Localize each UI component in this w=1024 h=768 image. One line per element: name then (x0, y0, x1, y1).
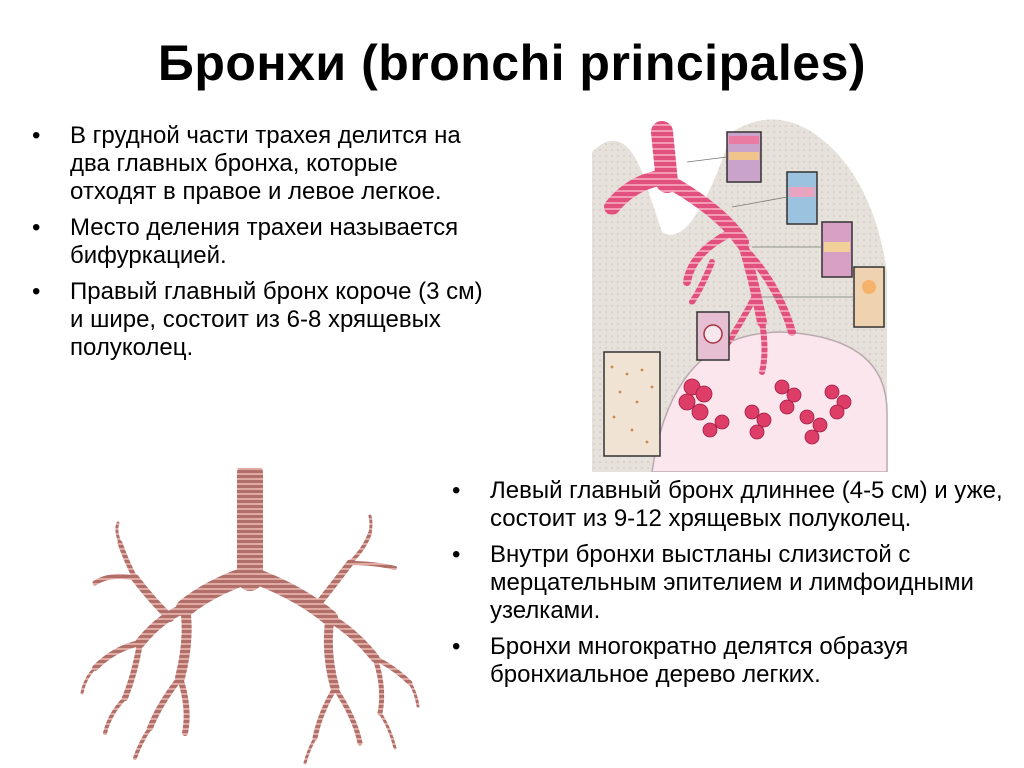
bullet-item (450, 477, 1010, 533)
bullet-text: Место деления трахеи называется бифуркацией. (70, 214, 459, 269)
bullet-text: Бронхи многократно делятся образуя бронхиальное дерево легких. (490, 633, 909, 688)
bullet-text: В грудной части трахея делится на два главных бронха, которые отходят в правое и левое легкое. (70, 122, 461, 205)
bullet-marker: • (452, 541, 461, 568)
slide-title: Бронхи (bronchi principales) (157, 35, 867, 91)
left-main-bronchus (255, 576, 330, 618)
left-bullet-list (30, 122, 490, 370)
bullet-marker: • (452, 633, 461, 660)
bullet-item (450, 541, 1010, 625)
bullet-item (30, 122, 490, 206)
bronchi-histology-illustration (592, 112, 892, 472)
bullet-text: Левый главный бронх длиннее (4-5 см) и уже, состоит из 9-12 хрящевых полуколец. (490, 477, 1003, 532)
bullet-marker: • (32, 122, 41, 149)
bullet-marker: • (452, 477, 461, 504)
bronchial-tree-illustration (80, 468, 420, 768)
bullet-text: Внутри бронхи выстланы слизистой с мерцательным эпителием и лимфоидными узелками. (490, 541, 974, 624)
right-main-bronchus (185, 576, 245, 608)
bullet-marker: • (32, 278, 41, 305)
bullet-text: Правый главный бронх короче (3 см) и шире, состоит из 6-8 хрящевых полуколец. (70, 278, 483, 361)
bullet-marker: • (32, 214, 41, 241)
bullet-item (30, 214, 490, 270)
right-bullet-list (450, 477, 1010, 697)
bullet-item (30, 278, 490, 362)
bullet-item (450, 633, 1010, 689)
